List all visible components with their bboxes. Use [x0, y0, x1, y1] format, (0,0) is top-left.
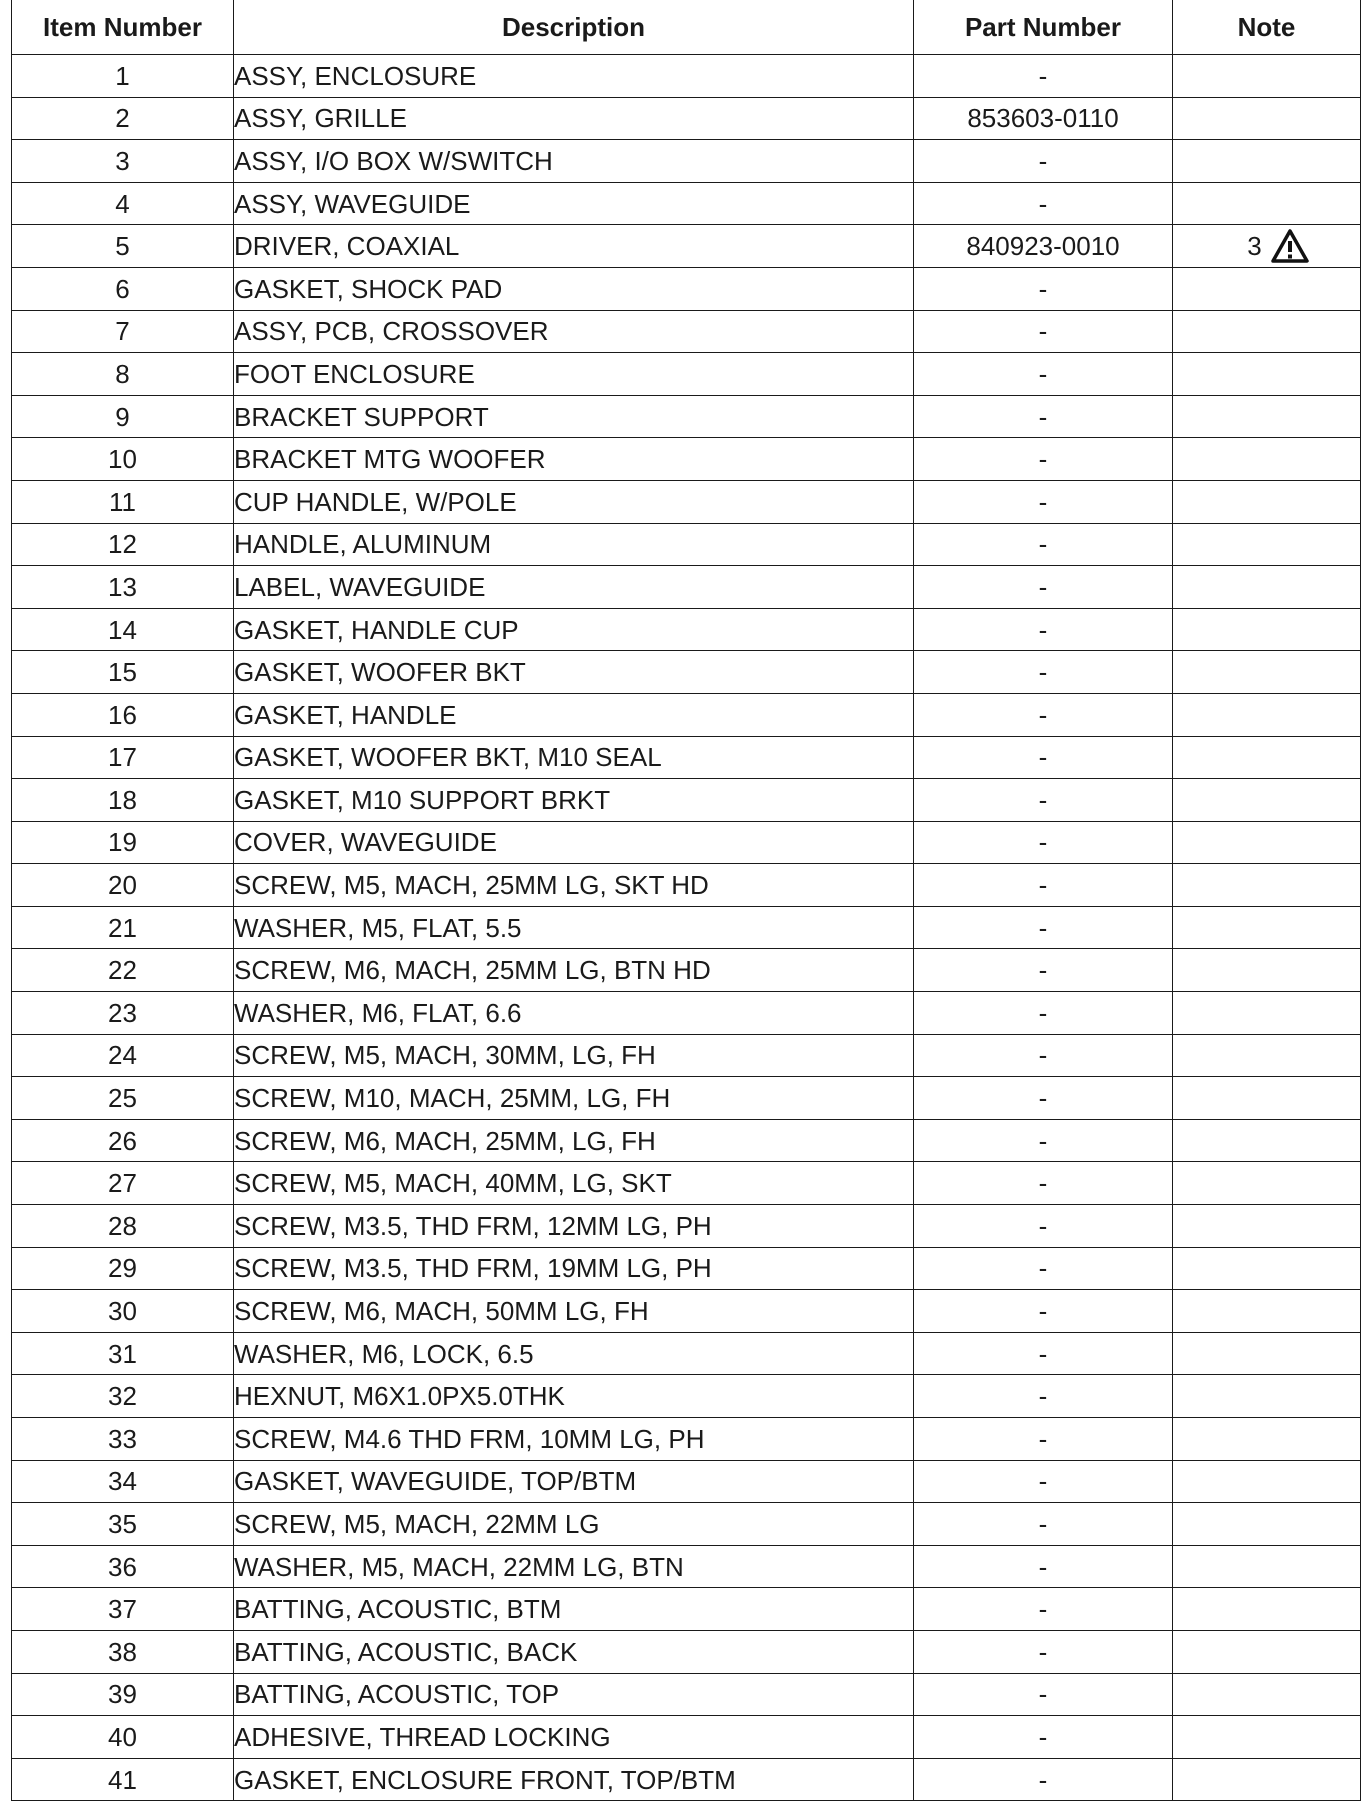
item-number-cell: 9 [12, 395, 234, 438]
note-cell [1173, 1630, 1361, 1673]
column-header-item-number: Item Number [12, 0, 234, 55]
note-cell [1173, 55, 1361, 98]
part-number-cell: - [914, 779, 1173, 822]
note-cell [1173, 225, 1361, 268]
part-number-cell: 853603-0110 [914, 97, 1173, 140]
table-row [12, 906, 1361, 949]
note-cell [1173, 1673, 1361, 1716]
table-row [12, 182, 1361, 225]
description-cell: SCREW, M3.5, THD FRM, 19MM LG, PH [234, 1247, 914, 1290]
part-number-cell: - [914, 1162, 1173, 1205]
part-number-cell: - [914, 480, 1173, 523]
description-cell: SCREW, M3.5, THD FRM, 12MM LG, PH [234, 1205, 914, 1248]
table-row [12, 1290, 1361, 1333]
description-cell: SCREW, M6, MACH, 25MM, LG, FH [234, 1119, 914, 1162]
part-number-cell: - [914, 651, 1173, 694]
note-cell [1173, 1418, 1361, 1461]
note-cell [1173, 1460, 1361, 1503]
table-row [12, 55, 1361, 98]
description-cell: HEXNUT, M6X1.0PX5.0THK [234, 1375, 914, 1418]
note-cell [1173, 651, 1361, 694]
note-cell [1173, 267, 1361, 310]
note-cell [1173, 1588, 1361, 1631]
table-row [12, 310, 1361, 353]
item-number-cell: 2 [12, 97, 234, 140]
description-cell: LABEL, WAVEGUIDE [234, 566, 914, 609]
part-number-cell: - [914, 736, 1173, 779]
parts-list-table [11, 0, 1361, 1801]
table-row [12, 353, 1361, 396]
item-number-cell: 1 [12, 55, 234, 98]
note-cell [1173, 821, 1361, 864]
table-body [12, 55, 1361, 1801]
description-cell: GASKET, WOOFER BKT [234, 651, 914, 694]
part-number-cell: - [914, 1758, 1173, 1801]
table-row [12, 992, 1361, 1035]
description-cell: ASSY, ENCLOSURE [234, 55, 914, 98]
part-number-cell: - [914, 1460, 1173, 1503]
description-cell: SCREW, M6, MACH, 25MM LG, BTN HD [234, 949, 914, 992]
note-cell [1173, 736, 1361, 779]
note-cell [1173, 480, 1361, 523]
item-number-cell: 28 [12, 1205, 234, 1248]
table-row [12, 523, 1361, 566]
table-row [12, 1503, 1361, 1546]
item-number-cell: 37 [12, 1588, 234, 1631]
part-number-cell: - [914, 438, 1173, 481]
part-number-cell: - [914, 1588, 1173, 1631]
note-cell [1173, 1077, 1361, 1120]
item-number-cell: 8 [12, 353, 234, 396]
note-cell [1173, 353, 1361, 396]
table-header-row [12, 0, 1361, 55]
item-number-cell: 3 [12, 140, 234, 183]
table-row [12, 267, 1361, 310]
table-row [12, 97, 1361, 140]
note-number: 3 [1247, 231, 1262, 262]
table-row [12, 1034, 1361, 1077]
description-cell: FOOT ENCLOSURE [234, 353, 914, 396]
description-cell: SCREW, M5, MACH, 40MM, LG, SKT [234, 1162, 914, 1205]
part-number-cell: - [914, 1418, 1173, 1461]
table-row [12, 480, 1361, 523]
item-number-cell: 23 [12, 992, 234, 1035]
table-row [12, 1375, 1361, 1418]
item-number-cell: 18 [12, 779, 234, 822]
note-cell [1173, 438, 1361, 481]
table-row [12, 1673, 1361, 1716]
description-cell: GASKET, SHOCK PAD [234, 267, 914, 310]
item-number-cell: 14 [12, 608, 234, 651]
part-number-cell: - [914, 1247, 1173, 1290]
part-number-cell: - [914, 140, 1173, 183]
note-cell [1173, 864, 1361, 907]
item-number-cell: 22 [12, 949, 234, 992]
table-row [12, 1205, 1361, 1248]
description-cell: SCREW, M5, MACH, 22MM LG [234, 1503, 914, 1546]
table-row [12, 608, 1361, 651]
part-number-cell: - [914, 1673, 1173, 1716]
note-cell [1173, 97, 1361, 140]
table-row [12, 651, 1361, 694]
column-header-description: Description [234, 0, 914, 55]
table-row [12, 395, 1361, 438]
part-number-cell: - [914, 1077, 1173, 1120]
item-number-cell: 34 [12, 1460, 234, 1503]
note-cell [1173, 992, 1361, 1035]
part-number-cell: - [914, 353, 1173, 396]
note-cell [1173, 1758, 1361, 1801]
part-number-cell: - [914, 1332, 1173, 1375]
column-header-note: Note [1173, 0, 1361, 55]
part-number-cell: - [914, 1119, 1173, 1162]
description-cell: GASKET, M10 SUPPORT BRKT [234, 779, 914, 822]
description-cell: ADHESIVE, THREAD LOCKING [234, 1716, 914, 1759]
description-cell: BRACKET MTG WOOFER [234, 438, 914, 481]
item-number-cell: 26 [12, 1119, 234, 1162]
description-cell: WASHER, M5, MACH, 22MM LG, BTN [234, 1545, 914, 1588]
item-number-cell: 12 [12, 523, 234, 566]
note-cell [1173, 693, 1361, 736]
table-row [12, 821, 1361, 864]
note-cell [1173, 1205, 1361, 1248]
part-number-cell: - [914, 523, 1173, 566]
item-number-cell: 31 [12, 1332, 234, 1375]
table-row [12, 1077, 1361, 1120]
table-row [12, 1588, 1361, 1631]
description-cell: COVER, WAVEGUIDE [234, 821, 914, 864]
item-number-cell: 16 [12, 693, 234, 736]
description-cell: SCREW, M5, MACH, 30MM, LG, FH [234, 1034, 914, 1077]
description-cell: WASHER, M6, FLAT, 6.6 [234, 992, 914, 1035]
description-cell: BATTING, ACOUSTIC, BTM [234, 1588, 914, 1631]
item-number-cell: 39 [12, 1673, 234, 1716]
item-number-cell: 19 [12, 821, 234, 864]
table-row [12, 736, 1361, 779]
description-cell: SCREW, M10, MACH, 25MM, LG, FH [234, 1077, 914, 1120]
table-row [12, 1716, 1361, 1759]
description-cell: ASSY, WAVEGUIDE [234, 182, 914, 225]
item-number-cell: 40 [12, 1716, 234, 1759]
table-row [12, 779, 1361, 822]
item-number-cell: 21 [12, 906, 234, 949]
item-number-cell: 29 [12, 1247, 234, 1290]
description-cell: SCREW, M5, MACH, 25MM LG, SKT HD [234, 864, 914, 907]
item-number-cell: 15 [12, 651, 234, 694]
note-cell [1173, 1503, 1361, 1546]
note-cell [1173, 608, 1361, 651]
note-cell [1173, 523, 1361, 566]
part-number-cell: - [914, 55, 1173, 98]
note-cell [1173, 1375, 1361, 1418]
item-number-cell: 10 [12, 438, 234, 481]
item-number-cell: 6 [12, 267, 234, 310]
table-row [12, 438, 1361, 481]
description-cell: ASSY, PCB, CROSSOVER [234, 310, 914, 353]
description-cell: CUP HANDLE, W/POLE [234, 480, 914, 523]
part-number-cell: - [914, 992, 1173, 1035]
item-number-cell: 17 [12, 736, 234, 779]
table-row [12, 1162, 1361, 1205]
item-number-cell: 11 [12, 480, 234, 523]
part-number-cell: - [914, 864, 1173, 907]
column-header-part-number: Part Number [914, 0, 1173, 55]
part-number-cell: - [914, 1375, 1173, 1418]
note-cell [1173, 1716, 1361, 1759]
description-cell: SCREW, M4.6 THD FRM, 10MM LG, PH [234, 1418, 914, 1461]
part-number-cell: - [914, 1205, 1173, 1248]
table-row [12, 1418, 1361, 1461]
table-row [12, 1119, 1361, 1162]
part-number-cell: - [914, 1034, 1173, 1077]
part-number-cell: - [914, 1503, 1173, 1546]
item-number-cell: 5 [12, 225, 234, 268]
table-row [12, 225, 1361, 268]
note-cell [1173, 140, 1361, 183]
description-cell: ASSY, GRILLE [234, 97, 914, 140]
note-cell [1173, 1247, 1361, 1290]
description-cell: BATTING, ACOUSTIC, TOP [234, 1673, 914, 1716]
part-number-cell: 840923-0010 [914, 225, 1173, 268]
description-cell: ASSY, I/O BOX W/SWITCH [234, 140, 914, 183]
part-number-cell: - [914, 1545, 1173, 1588]
item-number-cell: 25 [12, 1077, 234, 1120]
part-number-cell: - [914, 267, 1173, 310]
description-cell: GASKET, ENCLOSURE FRONT, TOP/BTM [234, 1758, 914, 1801]
item-number-cell: 32 [12, 1375, 234, 1418]
description-cell: BRACKET SUPPORT [234, 395, 914, 438]
description-cell: GASKET, WOOFER BKT, M10 SEAL [234, 736, 914, 779]
description-cell: GASKET, WAVEGUIDE, TOP/BTM [234, 1460, 914, 1503]
description-cell: DRIVER, COAXIAL [234, 225, 914, 268]
item-number-cell: 4 [12, 182, 234, 225]
table-row [12, 1758, 1361, 1801]
description-cell: SCREW, M6, MACH, 50MM LG, FH [234, 1290, 914, 1333]
note-cell [1173, 1162, 1361, 1205]
note-cell [1173, 949, 1361, 992]
item-number-cell: 24 [12, 1034, 234, 1077]
table-row [12, 693, 1361, 736]
item-number-cell: 7 [12, 310, 234, 353]
item-number-cell: 27 [12, 1162, 234, 1205]
part-number-cell: - [914, 1630, 1173, 1673]
part-number-cell: - [914, 608, 1173, 651]
table-row [12, 140, 1361, 183]
table-row [12, 1247, 1361, 1290]
note-cell [1173, 1290, 1361, 1333]
item-number-cell: 41 [12, 1758, 234, 1801]
part-number-cell: - [914, 821, 1173, 864]
note-cell [1173, 1119, 1361, 1162]
table-row [12, 1332, 1361, 1375]
table-row [12, 1545, 1361, 1588]
table-row [12, 864, 1361, 907]
table-row [12, 949, 1361, 992]
item-number-cell: 38 [12, 1630, 234, 1673]
note-cell [1173, 1332, 1361, 1375]
note-cell [1173, 1545, 1361, 1588]
description-cell: BATTING, ACOUSTIC, BACK [234, 1630, 914, 1673]
item-number-cell: 30 [12, 1290, 234, 1333]
part-number-cell: - [914, 395, 1173, 438]
part-number-cell: - [914, 1290, 1173, 1333]
note-cell [1173, 779, 1361, 822]
warning-triangle-icon [1270, 228, 1310, 264]
note-content [1247, 228, 1309, 264]
note-cell [1173, 395, 1361, 438]
note-cell [1173, 566, 1361, 609]
note-cell [1173, 906, 1361, 949]
description-cell: GASKET, HANDLE [234, 693, 914, 736]
note-cell [1173, 1034, 1361, 1077]
item-number-cell: 13 [12, 566, 234, 609]
table-row [12, 1460, 1361, 1503]
item-number-cell: 20 [12, 864, 234, 907]
part-number-cell: - [914, 1716, 1173, 1759]
item-number-cell: 33 [12, 1418, 234, 1461]
description-cell: WASHER, M5, FLAT, 5.5 [234, 906, 914, 949]
part-number-cell: - [914, 182, 1173, 225]
note-cell [1173, 182, 1361, 225]
part-number-cell: - [914, 693, 1173, 736]
part-number-cell: - [914, 566, 1173, 609]
description-cell: WASHER, M6, LOCK, 6.5 [234, 1332, 914, 1375]
item-number-cell: 36 [12, 1545, 234, 1588]
part-number-cell: - [914, 949, 1173, 992]
note-cell [1173, 310, 1361, 353]
part-number-cell: - [914, 310, 1173, 353]
part-number-cell: - [914, 906, 1173, 949]
table-row [12, 1630, 1361, 1673]
table-row [12, 566, 1361, 609]
description-cell: HANDLE, ALUMINUM [234, 523, 914, 566]
description-cell: GASKET, HANDLE CUP [234, 608, 914, 651]
item-number-cell: 35 [12, 1503, 234, 1546]
